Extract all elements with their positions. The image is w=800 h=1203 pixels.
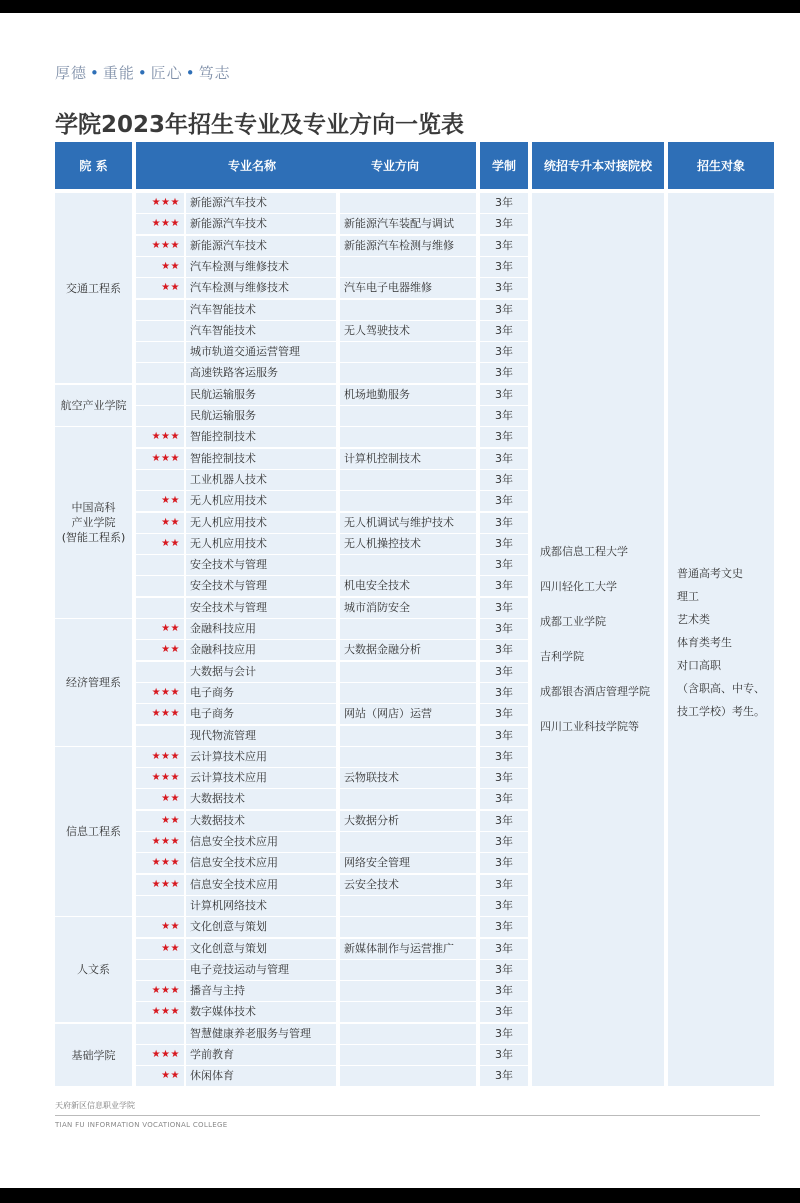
major-direction bbox=[340, 981, 476, 1001]
study-years: 3年 bbox=[480, 470, 528, 490]
header-major-direction bbox=[136, 142, 476, 189]
study-years: 3年 bbox=[480, 704, 528, 724]
major-direction: 大数据分析 bbox=[340, 811, 476, 831]
partner-list bbox=[540, 543, 650, 753]
star-rating: ★★ bbox=[136, 640, 184, 660]
star-rating: ★★★ bbox=[136, 832, 184, 852]
study-years: 3年 bbox=[480, 300, 528, 320]
study-years: 3年 bbox=[480, 683, 528, 703]
study-years: 3年 bbox=[480, 236, 528, 256]
star-rating: ★★★ bbox=[136, 768, 184, 788]
study-years: 3年 bbox=[480, 406, 528, 426]
motto-word: 厚德 bbox=[55, 64, 88, 82]
major-direction bbox=[340, 363, 476, 383]
study-years: 3年 bbox=[480, 832, 528, 852]
major-direction: 新能源汽车检测与维修 bbox=[340, 236, 476, 256]
major-name: 云计算技术应用 bbox=[186, 768, 336, 788]
major-direction bbox=[340, 1066, 476, 1086]
study-years: 3年 bbox=[480, 257, 528, 277]
study-years: 3年 bbox=[480, 449, 528, 469]
star-rating: ★★★ bbox=[136, 1002, 184, 1022]
major-name: 数字媒体技术 bbox=[186, 1002, 336, 1022]
major-name: 新能源汽车技术 bbox=[186, 193, 336, 213]
partner-item: 四川工业科技学院等 bbox=[540, 720, 639, 733]
major-direction bbox=[340, 1002, 476, 1022]
star-rating bbox=[136, 363, 184, 383]
study-years: 3年 bbox=[480, 747, 528, 767]
major-name: 计算机网络技术 bbox=[186, 896, 336, 916]
star-rating bbox=[136, 321, 184, 341]
study-years: 3年 bbox=[480, 640, 528, 660]
study-years: 3年 bbox=[480, 513, 528, 533]
major-direction bbox=[340, 300, 476, 320]
motto-word: 匠心 bbox=[150, 64, 183, 82]
major-name: 大数据技术 bbox=[186, 789, 336, 809]
study-years: 3年 bbox=[480, 939, 528, 959]
star-rating bbox=[136, 1024, 184, 1044]
major-name: 无人机应用技术 bbox=[186, 491, 336, 511]
target-item: 艺术类 bbox=[677, 613, 710, 626]
star-rating bbox=[136, 896, 184, 916]
major-name: 大数据技术 bbox=[186, 811, 336, 831]
major-direction bbox=[340, 726, 476, 746]
star-rating: ★★ bbox=[136, 513, 184, 533]
study-years: 3年 bbox=[480, 491, 528, 511]
target-item: 技工学校）考生。 bbox=[677, 705, 765, 718]
major-direction: 机场地勤服务 bbox=[340, 385, 476, 405]
target-item: （含职高、中专、 bbox=[677, 682, 765, 695]
major-name: 信息安全技术应用 bbox=[186, 853, 336, 873]
major-direction bbox=[340, 257, 476, 277]
study-years: 3年 bbox=[480, 427, 528, 447]
major-name: 无人机应用技术 bbox=[186, 513, 336, 533]
brochure-page bbox=[0, 13, 800, 1188]
department-cell: 人文系 bbox=[55, 917, 132, 1022]
partner-item: 吉利学院 bbox=[540, 650, 584, 663]
study-years: 3年 bbox=[480, 981, 528, 1001]
major-name: 安全技术与管理 bbox=[186, 555, 336, 575]
star-rating: ★★★ bbox=[136, 427, 184, 447]
major-direction bbox=[340, 193, 476, 213]
study-years: 3年 bbox=[480, 1066, 528, 1086]
major-name: 大数据与会计 bbox=[186, 662, 336, 682]
star-rating: ★★★ bbox=[136, 704, 184, 724]
major-name: 文化创意与策划 bbox=[186, 939, 336, 959]
major-direction bbox=[340, 832, 476, 852]
star-rating: ★★★ bbox=[136, 449, 184, 469]
major-name: 新能源汽车技术 bbox=[186, 236, 336, 256]
star-rating: ★★★ bbox=[136, 193, 184, 213]
study-years: 3年 bbox=[480, 896, 528, 916]
page-title: 学院2023年招生专业及专业方向一览表 bbox=[55, 112, 465, 138]
study-years: 3年 bbox=[480, 1024, 528, 1044]
major-direction bbox=[340, 1024, 476, 1044]
major-name: 休闲体育 bbox=[186, 1066, 336, 1086]
study-years: 3年 bbox=[480, 768, 528, 788]
star-rating: ★★★ bbox=[136, 236, 184, 256]
major-name: 金融科技应用 bbox=[186, 619, 336, 639]
major-direction: 网站（网店）运营 bbox=[340, 704, 476, 724]
study-years: 3年 bbox=[480, 1045, 528, 1065]
department-cell: 航空产业学院 bbox=[55, 385, 132, 426]
footer-college-name: 天府新区信息职业学院 bbox=[55, 1101, 135, 1110]
major-name: 汽车检测与维修技术 bbox=[186, 278, 336, 298]
study-years: 3年 bbox=[480, 576, 528, 596]
department-cell: 中国高科 产业学院 (智能工程系) bbox=[55, 427, 132, 618]
header-direction: 专业方向 bbox=[371, 159, 420, 173]
star-rating: ★★★ bbox=[136, 683, 184, 703]
major-name: 学前教育 bbox=[186, 1045, 336, 1065]
major-direction bbox=[340, 683, 476, 703]
major-direction bbox=[340, 789, 476, 809]
department-cell: 基础学院 bbox=[55, 1024, 132, 1086]
star-rating: ★★ bbox=[136, 811, 184, 831]
major-direction bbox=[340, 555, 476, 575]
study-years: 3年 bbox=[480, 385, 528, 405]
major-direction: 城市消防安全 bbox=[340, 598, 476, 618]
major-name: 汽车智能技术 bbox=[186, 300, 336, 320]
study-years: 3年 bbox=[480, 214, 528, 234]
study-years: 3年 bbox=[480, 321, 528, 341]
major-direction bbox=[340, 917, 476, 937]
star-rating: ★★ bbox=[136, 789, 184, 809]
motto-word: 笃志 bbox=[198, 64, 231, 82]
major-name: 新能源汽车技术 bbox=[186, 214, 336, 234]
motto-word: 重能 bbox=[102, 64, 135, 82]
study-years: 3年 bbox=[480, 853, 528, 873]
star-rating: ★★ bbox=[136, 278, 184, 298]
star-rating bbox=[136, 598, 184, 618]
major-direction: 无人机调试与维护技术 bbox=[340, 513, 476, 533]
major-name: 信息安全技术应用 bbox=[186, 875, 336, 895]
major-direction: 无人驾驶技术 bbox=[340, 321, 476, 341]
major-name: 电子商务 bbox=[186, 704, 336, 724]
partner-item: 成都工业学院 bbox=[540, 615, 606, 628]
major-name: 云计算技术应用 bbox=[186, 747, 336, 767]
major-direction: 大数据金融分析 bbox=[340, 640, 476, 660]
major-direction: 无人机操控技术 bbox=[340, 534, 476, 554]
major-direction: 机电安全技术 bbox=[340, 576, 476, 596]
major-direction bbox=[340, 470, 476, 490]
star-rating: ★★★ bbox=[136, 747, 184, 767]
star-rating: ★★ bbox=[136, 939, 184, 959]
study-years: 3年 bbox=[480, 598, 528, 618]
star-rating: ★★★ bbox=[136, 981, 184, 1001]
major-name: 安全技术与管理 bbox=[186, 576, 336, 596]
header-dept: 院 系 bbox=[55, 142, 132, 189]
major-direction bbox=[340, 1045, 476, 1065]
star-rating: ★★★ bbox=[136, 214, 184, 234]
study-years: 3年 bbox=[480, 960, 528, 980]
major-direction bbox=[340, 896, 476, 916]
major-direction bbox=[340, 747, 476, 767]
school-motto bbox=[55, 62, 231, 83]
major-name: 文化创意与策划 bbox=[186, 917, 336, 937]
department-cell: 信息工程系 bbox=[55, 747, 132, 916]
study-years: 3年 bbox=[480, 789, 528, 809]
partner-item: 成都信息工程大学 bbox=[540, 545, 628, 558]
major-direction: 计算机控制技术 bbox=[340, 449, 476, 469]
major-direction bbox=[340, 406, 476, 426]
major-direction bbox=[340, 491, 476, 511]
star-rating: ★★★ bbox=[136, 853, 184, 873]
study-years: 3年 bbox=[480, 363, 528, 383]
target-item: 对口高职 bbox=[677, 659, 721, 672]
star-rating: ★★ bbox=[136, 491, 184, 511]
major-name: 工业机器人技术 bbox=[186, 470, 336, 490]
major-name: 播音与主持 bbox=[186, 981, 336, 1001]
department-cell: 经济管理系 bbox=[55, 619, 132, 746]
major-direction bbox=[340, 960, 476, 980]
star-rating: ★★★ bbox=[136, 875, 184, 895]
motto-separator: • bbox=[90, 64, 100, 82]
major-name: 城市轨道交通运营管理 bbox=[186, 342, 336, 362]
major-name: 汽车智能技术 bbox=[186, 321, 336, 341]
major-name: 民航运输服务 bbox=[186, 406, 336, 426]
study-years: 3年 bbox=[480, 619, 528, 639]
major-name: 金融科技应用 bbox=[186, 640, 336, 660]
major-direction: 新媒体制作与运营推广 bbox=[340, 939, 476, 959]
major-direction bbox=[340, 427, 476, 447]
motto-separator: • bbox=[185, 64, 196, 82]
major-direction: 新能源汽车装配与调试 bbox=[340, 214, 476, 234]
major-name: 安全技术与管理 bbox=[186, 598, 336, 618]
study-years: 3年 bbox=[480, 875, 528, 895]
partner-item: 成都银杏酒店管理学院 bbox=[540, 685, 650, 698]
study-years: 3年 bbox=[480, 555, 528, 575]
star-rating: ★★ bbox=[136, 917, 184, 937]
major-name: 汽车检测与维修技术 bbox=[186, 257, 336, 277]
study-years: 3年 bbox=[480, 726, 528, 746]
study-years: 3年 bbox=[480, 278, 528, 298]
major-name: 现代物流管理 bbox=[186, 726, 336, 746]
star-rating bbox=[136, 576, 184, 596]
footer-divider bbox=[55, 1115, 760, 1116]
star-rating bbox=[136, 385, 184, 405]
star-rating bbox=[136, 662, 184, 682]
target-list bbox=[677, 562, 765, 723]
major-name: 智能控制技术 bbox=[186, 427, 336, 447]
study-years: 3年 bbox=[480, 193, 528, 213]
star-rating bbox=[136, 300, 184, 320]
star-rating bbox=[136, 726, 184, 746]
major-name: 高速铁路客运服务 bbox=[186, 363, 336, 383]
star-rating bbox=[136, 960, 184, 980]
star-rating: ★★ bbox=[136, 619, 184, 639]
major-name: 智能控制技术 bbox=[186, 449, 336, 469]
major-name: 电子竞技运动与管理 bbox=[186, 960, 336, 980]
header-major: 专业名称 bbox=[228, 159, 277, 173]
major-direction: 网络安全管理 bbox=[340, 853, 476, 873]
study-years: 3年 bbox=[480, 811, 528, 831]
major-direction: 云安全技术 bbox=[340, 875, 476, 895]
study-years: 3年 bbox=[480, 1002, 528, 1022]
major-direction bbox=[340, 342, 476, 362]
header-partner: 统招专升本对接院校 bbox=[532, 142, 664, 189]
study-years: 3年 bbox=[480, 342, 528, 362]
study-years: 3年 bbox=[480, 917, 528, 937]
star-rating: ★★ bbox=[136, 534, 184, 554]
department-cell: 交通工程系 bbox=[55, 193, 132, 383]
footer-college-name-en: TIAN FU INFORMATION VOCATIONAL COLLEGE bbox=[55, 1121, 228, 1129]
star-rating: ★★ bbox=[136, 1066, 184, 1086]
partner-item: 四川轻化工大学 bbox=[540, 580, 617, 593]
star-rating bbox=[136, 470, 184, 490]
target-item: 理工 bbox=[677, 590, 699, 603]
major-name: 无人机应用技术 bbox=[186, 534, 336, 554]
star-rating bbox=[136, 342, 184, 362]
major-direction bbox=[340, 662, 476, 682]
major-direction: 汽车电子电器维修 bbox=[340, 278, 476, 298]
motto-separator: • bbox=[137, 64, 148, 82]
header-target: 招生对象 bbox=[668, 142, 774, 189]
major-name: 信息安全技术应用 bbox=[186, 832, 336, 852]
major-name: 电子商务 bbox=[186, 683, 336, 703]
star-rating: ★★★ bbox=[136, 1045, 184, 1065]
star-rating bbox=[136, 406, 184, 426]
major-name: 民航运输服务 bbox=[186, 385, 336, 405]
target-item: 体育类考生 bbox=[677, 636, 732, 649]
star-rating: ★★ bbox=[136, 257, 184, 277]
target-item: 普通高考文史 bbox=[677, 567, 743, 580]
major-name: 智慧健康养老服务与管理 bbox=[186, 1024, 336, 1044]
star-rating bbox=[136, 555, 184, 575]
study-years: 3年 bbox=[480, 662, 528, 682]
header-years: 学制 bbox=[480, 142, 528, 189]
major-direction: 云物联技术 bbox=[340, 768, 476, 788]
study-years: 3年 bbox=[480, 534, 528, 554]
major-direction bbox=[340, 619, 476, 639]
